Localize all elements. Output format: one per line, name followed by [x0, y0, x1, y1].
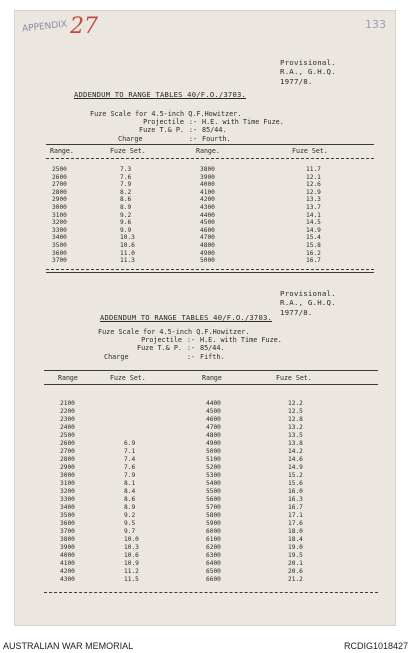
- table-cell: 6300: [206, 552, 221, 559]
- table-cell: 6.9: [124, 440, 136, 447]
- header-underline: [44, 384, 378, 385]
- fuze-detail-key: Fuze T.& P.: [136, 344, 182, 353]
- table-cell: 21.2: [288, 576, 303, 583]
- fuze-set-column: [306, 166, 321, 265]
- fuze-scale-line: [90, 110, 284, 118]
- table-cell: 7.4: [124, 456, 136, 463]
- table-cell: 3000: [52, 203, 67, 211]
- table-cell: 16.7: [306, 257, 321, 265]
- column-header: Range.: [196, 147, 220, 155]
- table-cell: 16.0: [288, 488, 303, 495]
- table-cell: 12.6: [306, 181, 321, 189]
- table-bottom-rule: [46, 269, 374, 270]
- table-cell: 3800: [200, 166, 215, 173]
- table-cell: 8.9: [124, 504, 136, 511]
- table-cell: 12.9: [306, 188, 321, 196]
- table-cell: 3200: [52, 219, 67, 227]
- provisional-line: 1977/8.: [280, 76, 313, 86]
- table-cell: 5200: [206, 464, 221, 471]
- table-cell: 3900: [200, 173, 215, 181]
- fuze-details-2: [98, 328, 282, 361]
- fuze-detail-value: 85/44.: [202, 126, 227, 135]
- table-cell: 11.0: [120, 249, 135, 257]
- fuze-detail-key: Fuze T.& P.: [138, 126, 184, 135]
- table-cell: 2900: [52, 196, 67, 204]
- table-cell: 8.2: [120, 188, 132, 196]
- table-cell: 3500: [60, 512, 75, 519]
- table-cell: 6200: [206, 544, 221, 551]
- table-cell: 3200: [60, 488, 75, 495]
- table-cell: 2900: [60, 464, 75, 471]
- table-cell: 7.6: [124, 464, 136, 471]
- fuze-detail-key: Projectile: [141, 336, 182, 345]
- table-top-rule: [46, 144, 374, 145]
- fuze-scale-line: [98, 328, 282, 336]
- table-cell: 8.1: [124, 480, 136, 487]
- table-cell: 11.7: [306, 166, 321, 173]
- provisional-line: 1977/8.: [280, 307, 313, 317]
- table-cell: 9.7: [124, 528, 136, 535]
- table-cell: 7.9: [120, 181, 132, 189]
- range-column: [206, 400, 221, 584]
- fuze-detail-value: Fifth.: [200, 352, 225, 361]
- table-cell: 18.4: [288, 536, 303, 543]
- table-cell: 13.3: [306, 196, 321, 204]
- column-header: Fuze Set.: [110, 374, 146, 382]
- table-cell: 11.5: [124, 576, 139, 583]
- provisional-line: Provisional.: [280, 289, 336, 298]
- fuze-detail-row: Projectile :- H.E. with Time Fuze.: [90, 118, 284, 126]
- column-header: Range: [202, 374, 222, 382]
- column-header: Fuze Set.: [276, 374, 312, 382]
- table-cell: 13.2: [288, 424, 303, 431]
- column-header: Range.: [50, 147, 74, 155]
- range-column: [60, 400, 75, 584]
- table-bottom-rule: [44, 592, 378, 593]
- table-cell: 2800: [60, 456, 75, 463]
- table-cell: 4900: [206, 440, 221, 447]
- table-cell: 4500: [206, 408, 221, 415]
- fuze-detail-row: Projectile :- H.E. with Time Fuze.: [98, 336, 282, 344]
- table-cell: 5900: [206, 520, 221, 527]
- table-cell: 19.0: [288, 544, 303, 551]
- table-cell: 4900: [200, 249, 215, 257]
- table-cell: 13.5: [288, 432, 303, 439]
- table-cell: 13.8: [288, 440, 303, 447]
- table-cell: 2100: [60, 400, 75, 407]
- table-cell: 2500: [52, 166, 67, 173]
- table-cell: 4100: [200, 188, 215, 196]
- table-cell: 4100: [60, 560, 75, 567]
- fuze-detail-row: Charge :- Fifth.: [98, 353, 282, 361]
- table-cell: 2700: [52, 181, 67, 189]
- page-corner-number: 133: [365, 18, 386, 31]
- table-cell: 2200: [60, 408, 75, 415]
- table-cell: 4600: [206, 416, 221, 423]
- provisional-line: Provisional.: [280, 58, 336, 67]
- table-bottom-rule: [46, 272, 374, 273]
- table-cell: 6000: [206, 528, 221, 535]
- table-cell: [124, 400, 139, 408]
- table-cell: 7.1: [124, 448, 136, 455]
- table-cell: 9.5: [124, 520, 136, 527]
- table-cell: 19.5: [288, 552, 303, 559]
- table-cell: 6500: [206, 568, 221, 575]
- table-cell: 9.6: [120, 219, 132, 227]
- fuze-set-column: [288, 400, 303, 584]
- table-cell: 7.3: [120, 166, 132, 173]
- table-cell: 14.2: [288, 448, 303, 455]
- footer-institution: AUSTRALIAN WAR MEMORIAL: [3, 641, 134, 651]
- fuze-set-column: [120, 166, 135, 265]
- table-cell: 3100: [60, 480, 75, 487]
- table-cell: [124, 416, 139, 424]
- table-cell: 3300: [60, 496, 75, 503]
- fuze-detail-key: Charge: [104, 352, 129, 361]
- table-cell: 15.2: [288, 472, 303, 479]
- table-cell: 3800: [60, 536, 75, 543]
- fuze-detail-value: H.E. with Time Fuze.: [202, 118, 284, 127]
- table-cell: 5300: [206, 472, 221, 479]
- table-cell: 20.6: [288, 568, 303, 575]
- table-cell: [124, 432, 139, 440]
- table-cell: 3400: [52, 234, 67, 242]
- column-header: Fuze Set.: [292, 147, 328, 155]
- fuze-detail-key: Charge: [118, 134, 143, 143]
- table-cell: 2300: [60, 416, 75, 423]
- table-cell: 7.6: [120, 173, 132, 181]
- table-cell: 7.9: [124, 472, 136, 479]
- range-column: [200, 166, 215, 265]
- table-cell: 2400: [60, 424, 75, 431]
- table-cell: 5000: [206, 448, 221, 455]
- table-cell: 15.8: [306, 241, 321, 249]
- table-cell: 9.2: [120, 211, 132, 219]
- table-cell: 2600: [52, 173, 67, 181]
- table-cell: 3700: [60, 528, 75, 535]
- table-cell: 5100: [206, 456, 221, 463]
- provisional-line: R.A., G.H.Q.: [280, 298, 336, 308]
- provisional-block-1: [280, 58, 336, 86]
- table-cell: 4700: [200, 234, 215, 242]
- table-cell: 3000: [60, 472, 75, 479]
- table-cell: 5000: [200, 257, 215, 265]
- table-cell: 6600: [206, 576, 221, 583]
- provisional-line: R.A., G.H.Q.: [280, 67, 336, 77]
- table-cell: 14.1: [306, 211, 321, 219]
- table-cell: 5600: [206, 496, 221, 503]
- table-cell: 5500: [206, 488, 221, 495]
- table-cell: 10.0: [124, 536, 139, 543]
- table-cell: 5800: [206, 512, 221, 519]
- fuze-detail-row: Charge :- Fourth.: [90, 135, 284, 143]
- table-cell: 4700: [206, 424, 221, 431]
- table-cell: 12.1: [306, 173, 321, 181]
- table-cell: 8.4: [124, 488, 136, 495]
- table-cell: 3300: [52, 226, 67, 234]
- table-cell: 4400: [200, 211, 215, 219]
- table-cell: 10.6: [124, 552, 139, 559]
- document-page: [14, 10, 396, 626]
- table-cell: 2600: [60, 440, 75, 447]
- fuze-details-1: [90, 110, 284, 143]
- table-cell: 3600: [60, 520, 75, 527]
- table-cell: 2700: [60, 448, 75, 455]
- fuze-detail-row: Fuze T.& P. :- 85/44.: [90, 126, 284, 134]
- table-cell: 11.2: [124, 568, 139, 575]
- table-cell: 14.5: [306, 219, 321, 227]
- section-title-1: ADDENDUM TO RANGE TABLES 40/F.O./3703.: [74, 90, 247, 99]
- table-cell: 18.0: [288, 528, 303, 535]
- table-cell: 3100: [52, 211, 67, 219]
- fuze-scale-text: Fuze Scale for 4.5-inch Q.F.Howitzer.: [90, 110, 242, 118]
- table-cell: 16.2: [306, 249, 321, 257]
- table-cell: [124, 408, 139, 416]
- table-top-rule: [44, 370, 378, 371]
- table-cell: 14.6: [288, 456, 303, 463]
- table-cell: 4800: [200, 241, 215, 249]
- table-cell: 8.6: [120, 196, 132, 204]
- range-column: [52, 166, 67, 265]
- table-cell: 4600: [200, 226, 215, 234]
- table-cell: 10.9: [124, 560, 139, 567]
- archive-footer: [0, 638, 411, 653]
- table-cell: 4300: [60, 576, 75, 583]
- table-cell: 12.8: [288, 416, 303, 423]
- table-cell: 11.3: [120, 257, 135, 265]
- table-cell: 12.5: [288, 408, 303, 415]
- table-cell: 2500: [60, 432, 75, 439]
- fuze-set-column: [124, 400, 139, 584]
- fuze-detail-value: 85/44.: [200, 344, 225, 353]
- provisional-block-2: [280, 289, 336, 317]
- table-cell: 9.2: [124, 512, 136, 519]
- table-cell: 16.7: [288, 504, 303, 511]
- table-cell: 17.6: [288, 520, 303, 527]
- table-cell: 13.7: [306, 203, 321, 211]
- table-cell: 6100: [206, 536, 221, 543]
- fuze-scale-text: Fuze Scale for 4.5-inch Q.F.Howitzer.: [98, 328, 250, 336]
- table-cell: 3900: [60, 544, 75, 551]
- table-cell: 9.9: [120, 226, 132, 234]
- table-cell: 4300: [200, 203, 215, 211]
- table-cell: 3700: [52, 257, 67, 265]
- column-header: Range: [58, 374, 78, 382]
- section-title-2: ADDENDUM TO RANGE TABLES 40/F.O./3703.: [100, 313, 273, 322]
- table-cell: 2800: [52, 188, 67, 196]
- table-cell: 3600: [52, 249, 67, 257]
- table-cell: 20.1: [288, 560, 303, 567]
- fuze-detail-row: Fuze T.& P. :- 85/44.: [98, 344, 282, 352]
- table-cell: 5700: [206, 504, 221, 511]
- table-cell: 15.4: [306, 234, 321, 242]
- table-cell: [124, 424, 139, 432]
- fuze-detail-value: H.E. with Time Fuze.: [200, 336, 282, 345]
- table-cell: 4000: [60, 552, 75, 559]
- table-cell: 10.6: [120, 241, 135, 249]
- handwritten-appendix-number: 27: [70, 14, 98, 39]
- table-cell: 17.1: [288, 512, 303, 519]
- table-cell: 4800: [206, 432, 221, 439]
- fuze-detail-value: Fourth.: [202, 134, 231, 143]
- table-cell: 4200: [60, 568, 75, 575]
- table-cell: 4000: [200, 181, 215, 189]
- column-header: Fuze Set.: [110, 147, 146, 155]
- table-cell: 10.3: [120, 234, 135, 242]
- table-cell: 6400: [206, 560, 221, 567]
- table-cell: 5400: [206, 480, 221, 487]
- table-cell: 12.2: [288, 400, 303, 407]
- table-cell: 4400: [206, 400, 221, 407]
- footer-record-id: RCDIG1018427: [343, 641, 408, 651]
- table-cell: 3400: [60, 504, 75, 511]
- table-cell: 14.9: [306, 226, 321, 234]
- table-cell: 3500: [52, 241, 67, 249]
- table-cell: 14.9: [288, 464, 303, 471]
- fuze-detail-key: Projectile: [143, 118, 184, 127]
- table-cell: 8.6: [124, 496, 136, 503]
- header-underline: [46, 158, 374, 159]
- table-cell: 16.3: [288, 496, 303, 503]
- table-cell: 4500: [200, 219, 215, 227]
- table-cell: 15.6: [288, 480, 303, 487]
- table-cell: 10.3: [124, 544, 139, 551]
- table-cell: 4200: [200, 196, 215, 204]
- table-cell: 8.9: [120, 203, 132, 211]
- handwritten-appendix-label: APPENDIX: [21, 19, 68, 35]
